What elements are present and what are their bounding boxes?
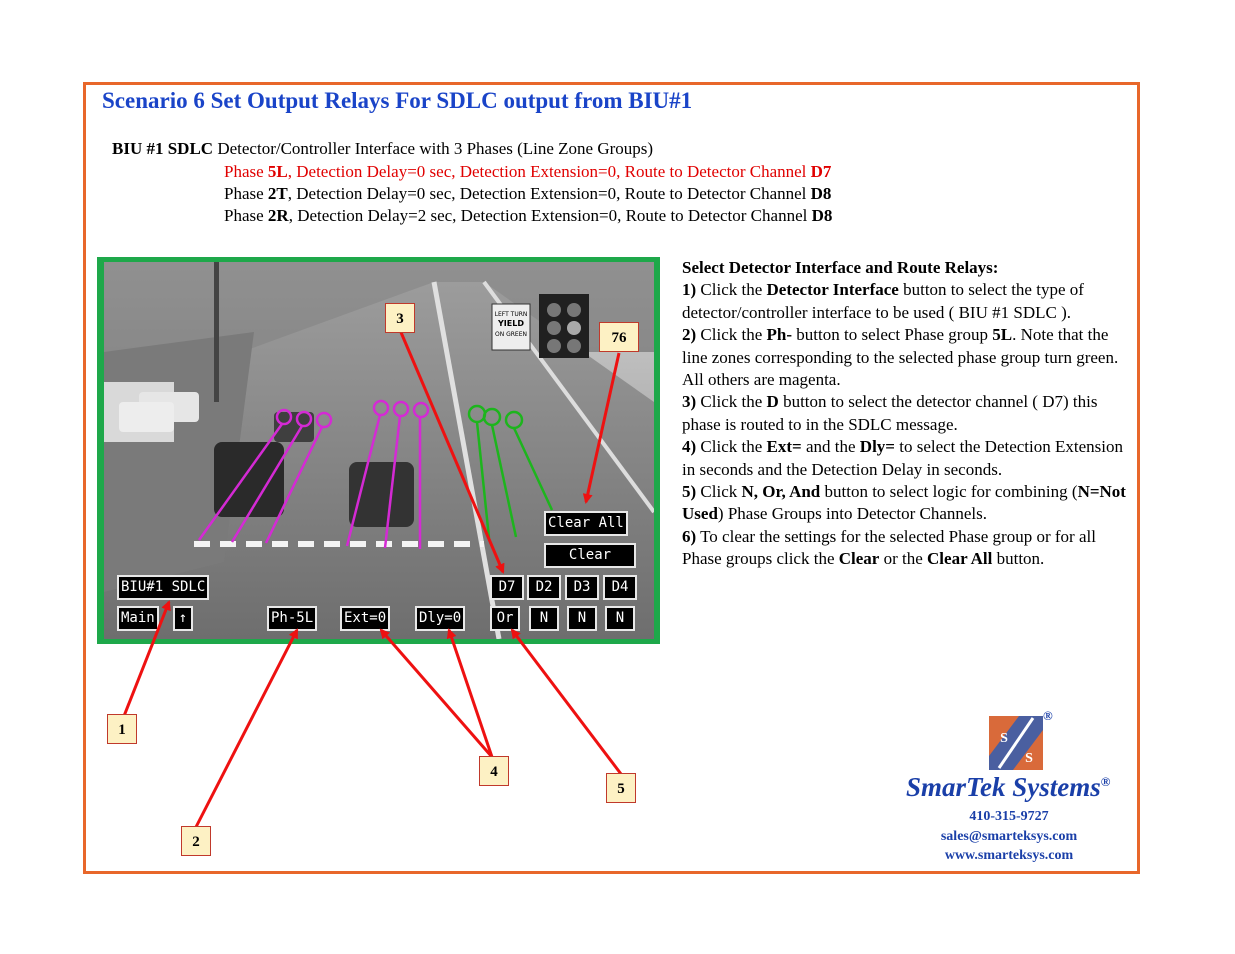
phase-channel: D8 bbox=[810, 184, 832, 203]
step-text: Click the bbox=[696, 280, 767, 300]
smartek-logo bbox=[989, 716, 1043, 770]
detector-channel-d4-button[interactable]: D4 bbox=[603, 575, 637, 600]
logic-n-button[interactable]: N bbox=[605, 606, 635, 631]
phase-settings: , Detection Delay=0 sec, Detection Extension=0, Route to Detector Channel bbox=[287, 162, 811, 181]
logic-n-button[interactable]: N bbox=[529, 606, 559, 631]
arrow-4b bbox=[449, 630, 492, 757]
brand-phone: 410-315-9727 bbox=[969, 809, 1049, 824]
clear-button[interactable]: Clear bbox=[544, 543, 636, 568]
registered-mark: ® bbox=[1100, 774, 1111, 789]
step-keyword: Ext= bbox=[766, 437, 802, 457]
main-button[interactable]: Main bbox=[117, 606, 159, 631]
phase-channel: D8 bbox=[811, 206, 833, 225]
phase-settings: , Detection Delay=0 sec, Detection Extension=0, Route to Detector Channel bbox=[287, 184, 811, 203]
brand-email[interactable]: sales@smarteksys.com bbox=[940, 829, 1078, 844]
arrow-4a bbox=[381, 630, 492, 757]
step-text: button to select logic for combining ( bbox=[820, 482, 1078, 502]
step-text: Click the bbox=[696, 437, 767, 457]
clear-all-button[interactable]: Clear All bbox=[544, 511, 628, 536]
brand-name-text: SmarTek Systems bbox=[906, 772, 1101, 802]
instructions-heading: Select Detector Interface and Route Relays: bbox=[682, 258, 999, 277]
phase-label: Phase bbox=[224, 162, 268, 181]
step-text: button to select the type of detector/controller interface to be used ( BIU #1 SDLC ). bbox=[682, 280, 1084, 322]
step-keyword: Dly= bbox=[859, 437, 895, 457]
brand-website[interactable]: www.smarteksys.com bbox=[944, 848, 1074, 863]
logic-or-button[interactable]: Or bbox=[490, 606, 520, 631]
step-number: 3) bbox=[682, 392, 697, 412]
callout-2: 2 bbox=[181, 826, 211, 856]
detector-interface-button[interactable]: BIU#1 SDLC bbox=[117, 575, 209, 600]
step-keyword: Clear All bbox=[927, 549, 993, 569]
arrow-2 bbox=[196, 630, 297, 827]
step-text: or the bbox=[879, 549, 928, 569]
phase-select-button[interactable]: Ph-5L bbox=[267, 606, 317, 631]
detector-channel-d7-button[interactable]: D7 bbox=[490, 575, 524, 600]
phase-settings: , Detection Delay=2 sec, Detection Extension=0, Route to Detector Channel bbox=[288, 206, 812, 225]
step-text: button to select Phase group bbox=[792, 325, 993, 345]
step-text: Click the bbox=[696, 392, 767, 412]
step-keyword: N=Not Used bbox=[682, 482, 1126, 524]
sign-text: YIELD bbox=[498, 319, 524, 328]
step-keyword: Detector Interface bbox=[766, 280, 899, 300]
arrow-1 bbox=[124, 602, 169, 716]
step-text: ) Phase Groups into Detector Channels. bbox=[717, 504, 988, 524]
step-text: To clear the settings for the selected Phase group or for all Phase groups click the bbox=[682, 526, 1096, 569]
phase-label: Phase bbox=[224, 206, 268, 225]
phase-code: 2T bbox=[267, 184, 288, 203]
step-number: 2) bbox=[682, 325, 697, 345]
step-text: button to select the detector channel ( D7) this phase is routed to in the SDLC message. bbox=[682, 392, 1098, 434]
sign-text: LEFT TURN bbox=[494, 311, 528, 318]
step-keyword: N, Or, And bbox=[741, 482, 821, 502]
callout-1: 1 bbox=[107, 714, 137, 744]
phase-code: 5L bbox=[267, 162, 288, 181]
interface-rest: Detector/Controller Interface with 3 Phases (Line Zone Groups) bbox=[213, 139, 654, 158]
arrow-76 bbox=[586, 353, 619, 502]
step-text: Click the bbox=[696, 325, 767, 345]
callout-4: 4 bbox=[479, 756, 509, 786]
step-number: 4) bbox=[682, 437, 697, 457]
step-text: . Note that the line zones corresponding to the selected phase group turn green. All others are magenta. bbox=[682, 325, 1119, 390]
callout-5: 5 bbox=[606, 773, 636, 803]
step-keyword: Ph- bbox=[766, 325, 793, 345]
phase-channel: D7 bbox=[810, 162, 832, 181]
logic-n-button[interactable]: N bbox=[567, 606, 597, 631]
step-keyword: D bbox=[766, 392, 779, 412]
arrow-5 bbox=[512, 630, 621, 774]
extension-button[interactable]: Ext=0 bbox=[340, 606, 390, 631]
step-number: 1) bbox=[682, 280, 697, 300]
up-arrow-icon[interactable]: ↑ bbox=[173, 606, 193, 631]
delay-button[interactable]: Dly=0 bbox=[415, 606, 465, 631]
logo-letter: S bbox=[1025, 751, 1033, 766]
brand-name bbox=[906, 772, 1111, 803]
arrow-3 bbox=[400, 330, 503, 572]
step-text: to select the Detection Extension in seconds and the Detection Delay in seconds. bbox=[682, 437, 1123, 479]
phase-code: 2R bbox=[267, 206, 289, 225]
step-text: button. bbox=[992, 549, 1045, 569]
detector-channel-d2-button[interactable]: D2 bbox=[527, 575, 561, 600]
phase-label: Phase bbox=[224, 184, 268, 203]
step-text: and the bbox=[801, 437, 860, 457]
step-number: 6) bbox=[682, 526, 697, 546]
callout-3: 3 bbox=[385, 303, 415, 333]
detector-channel-d3-button[interactable]: D3 bbox=[565, 575, 599, 600]
step-number: 5) bbox=[682, 482, 697, 502]
page-title: Scenario 6 Set Output Relays For SDLC output from BIU#1 bbox=[102, 88, 693, 113]
logo-letter: S bbox=[1000, 731, 1008, 746]
step-keyword: Clear bbox=[838, 549, 880, 569]
registered-mark: ® bbox=[1043, 708, 1053, 723]
callout-76: 76 bbox=[599, 322, 639, 352]
sign-text: ON GREEN bbox=[494, 331, 528, 338]
step-keyword: 5L bbox=[992, 325, 1013, 345]
step-text: Click bbox=[696, 482, 742, 502]
interface-name: BIU #1 SDLC bbox=[112, 139, 214, 158]
